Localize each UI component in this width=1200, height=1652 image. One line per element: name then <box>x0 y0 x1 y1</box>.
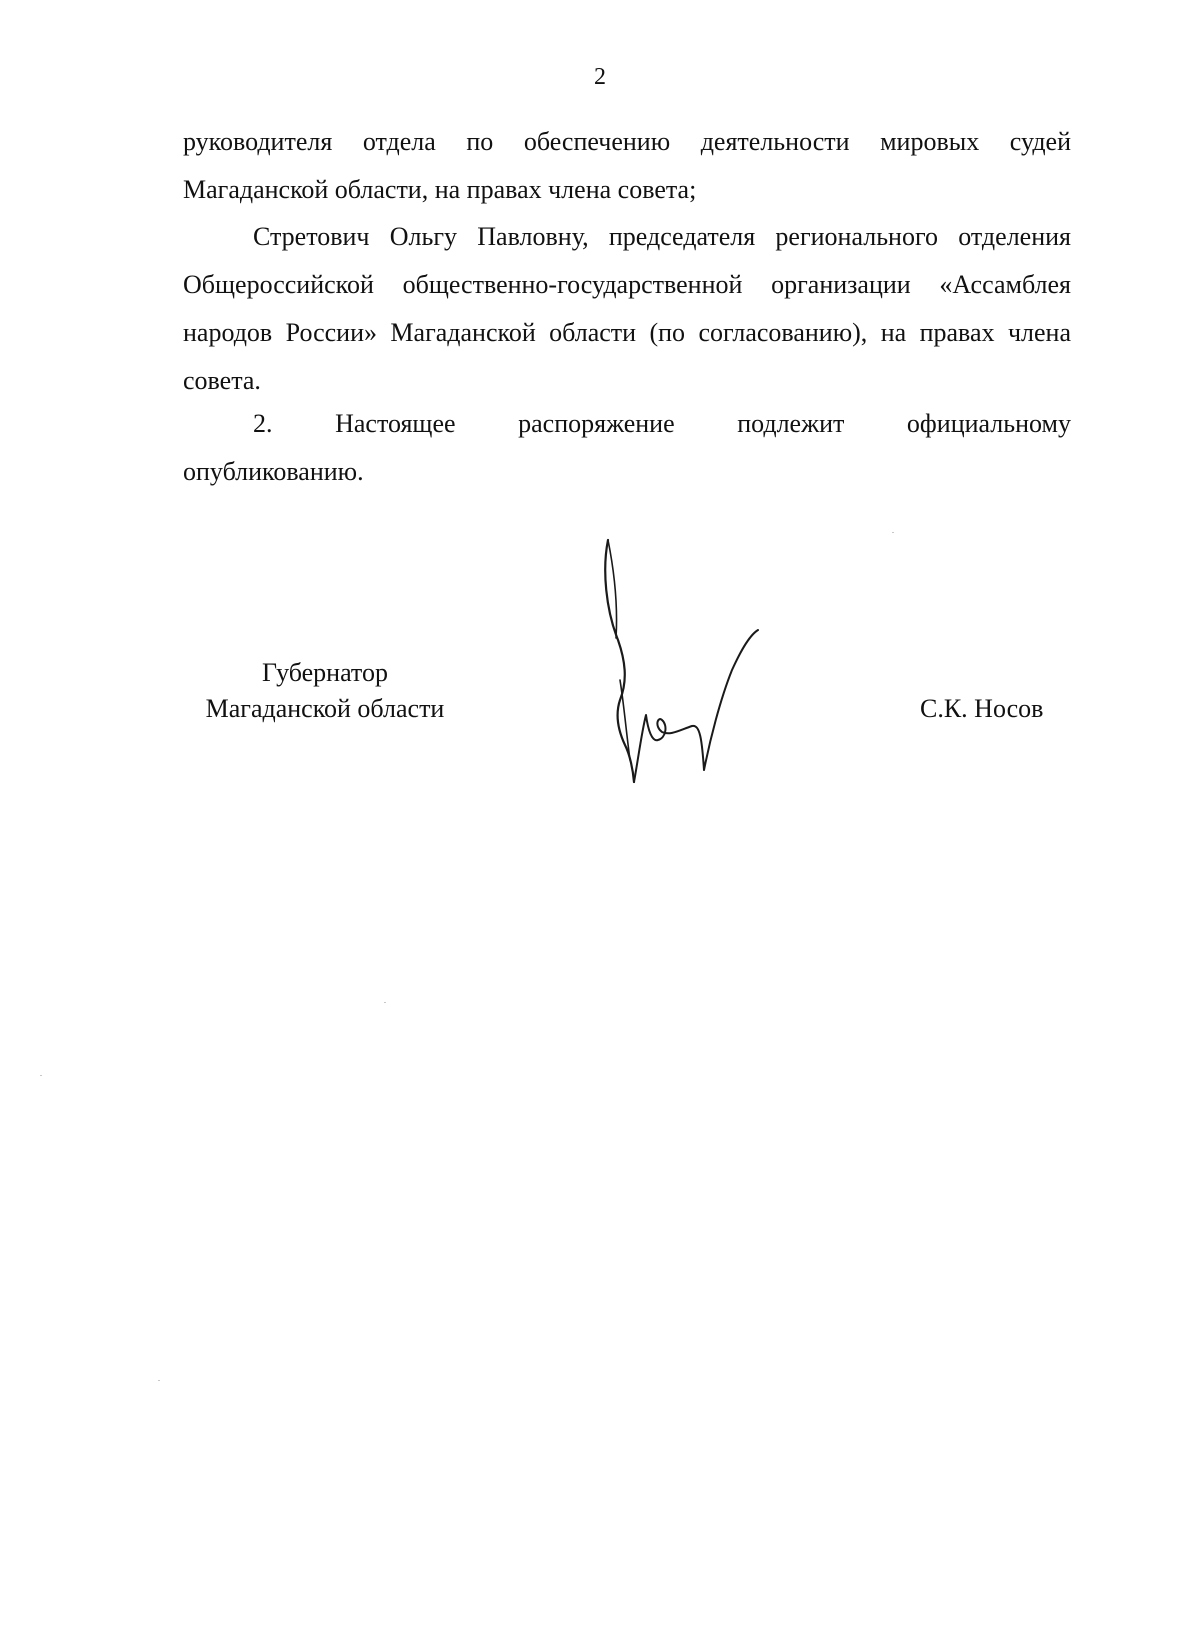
paragraph-line: руководителя отдела по обеспечению деятельности мировых судей <box>183 127 1071 156</box>
signer-position <box>180 655 470 727</box>
handwritten-signature <box>600 530 780 790</box>
page-number: 2 <box>594 64 606 90</box>
signer-position-line: Магаданской области <box>205 694 445 723</box>
signer-position-line: Губернатор <box>262 658 388 687</box>
scan-artifact <box>384 1002 386 1003</box>
scan-artifact <box>40 1075 42 1076</box>
paragraph-publication-clause <box>183 400 1071 496</box>
scan-artifact <box>158 1380 160 1381</box>
paragraph-line: 2. Настоящее распоряжение подлежит официальному <box>253 409 1071 438</box>
paragraph-continuation <box>183 118 1071 214</box>
paragraph-line: Магаданской области, на правах члена совета; <box>183 175 697 204</box>
signer-name: С.К. Носов <box>920 694 1044 723</box>
paragraph-line: опубликованию. <box>183 457 364 486</box>
scan-artifact <box>892 532 894 533</box>
paragraph-member-stretovich: Стретович Ольгу Павловну, председателя регионального отделения Общероссийской общественно-государственной организации «Ассамблея народов России» Магаданской области (по согласованию), на правах члена совета. <box>183 222 1071 395</box>
